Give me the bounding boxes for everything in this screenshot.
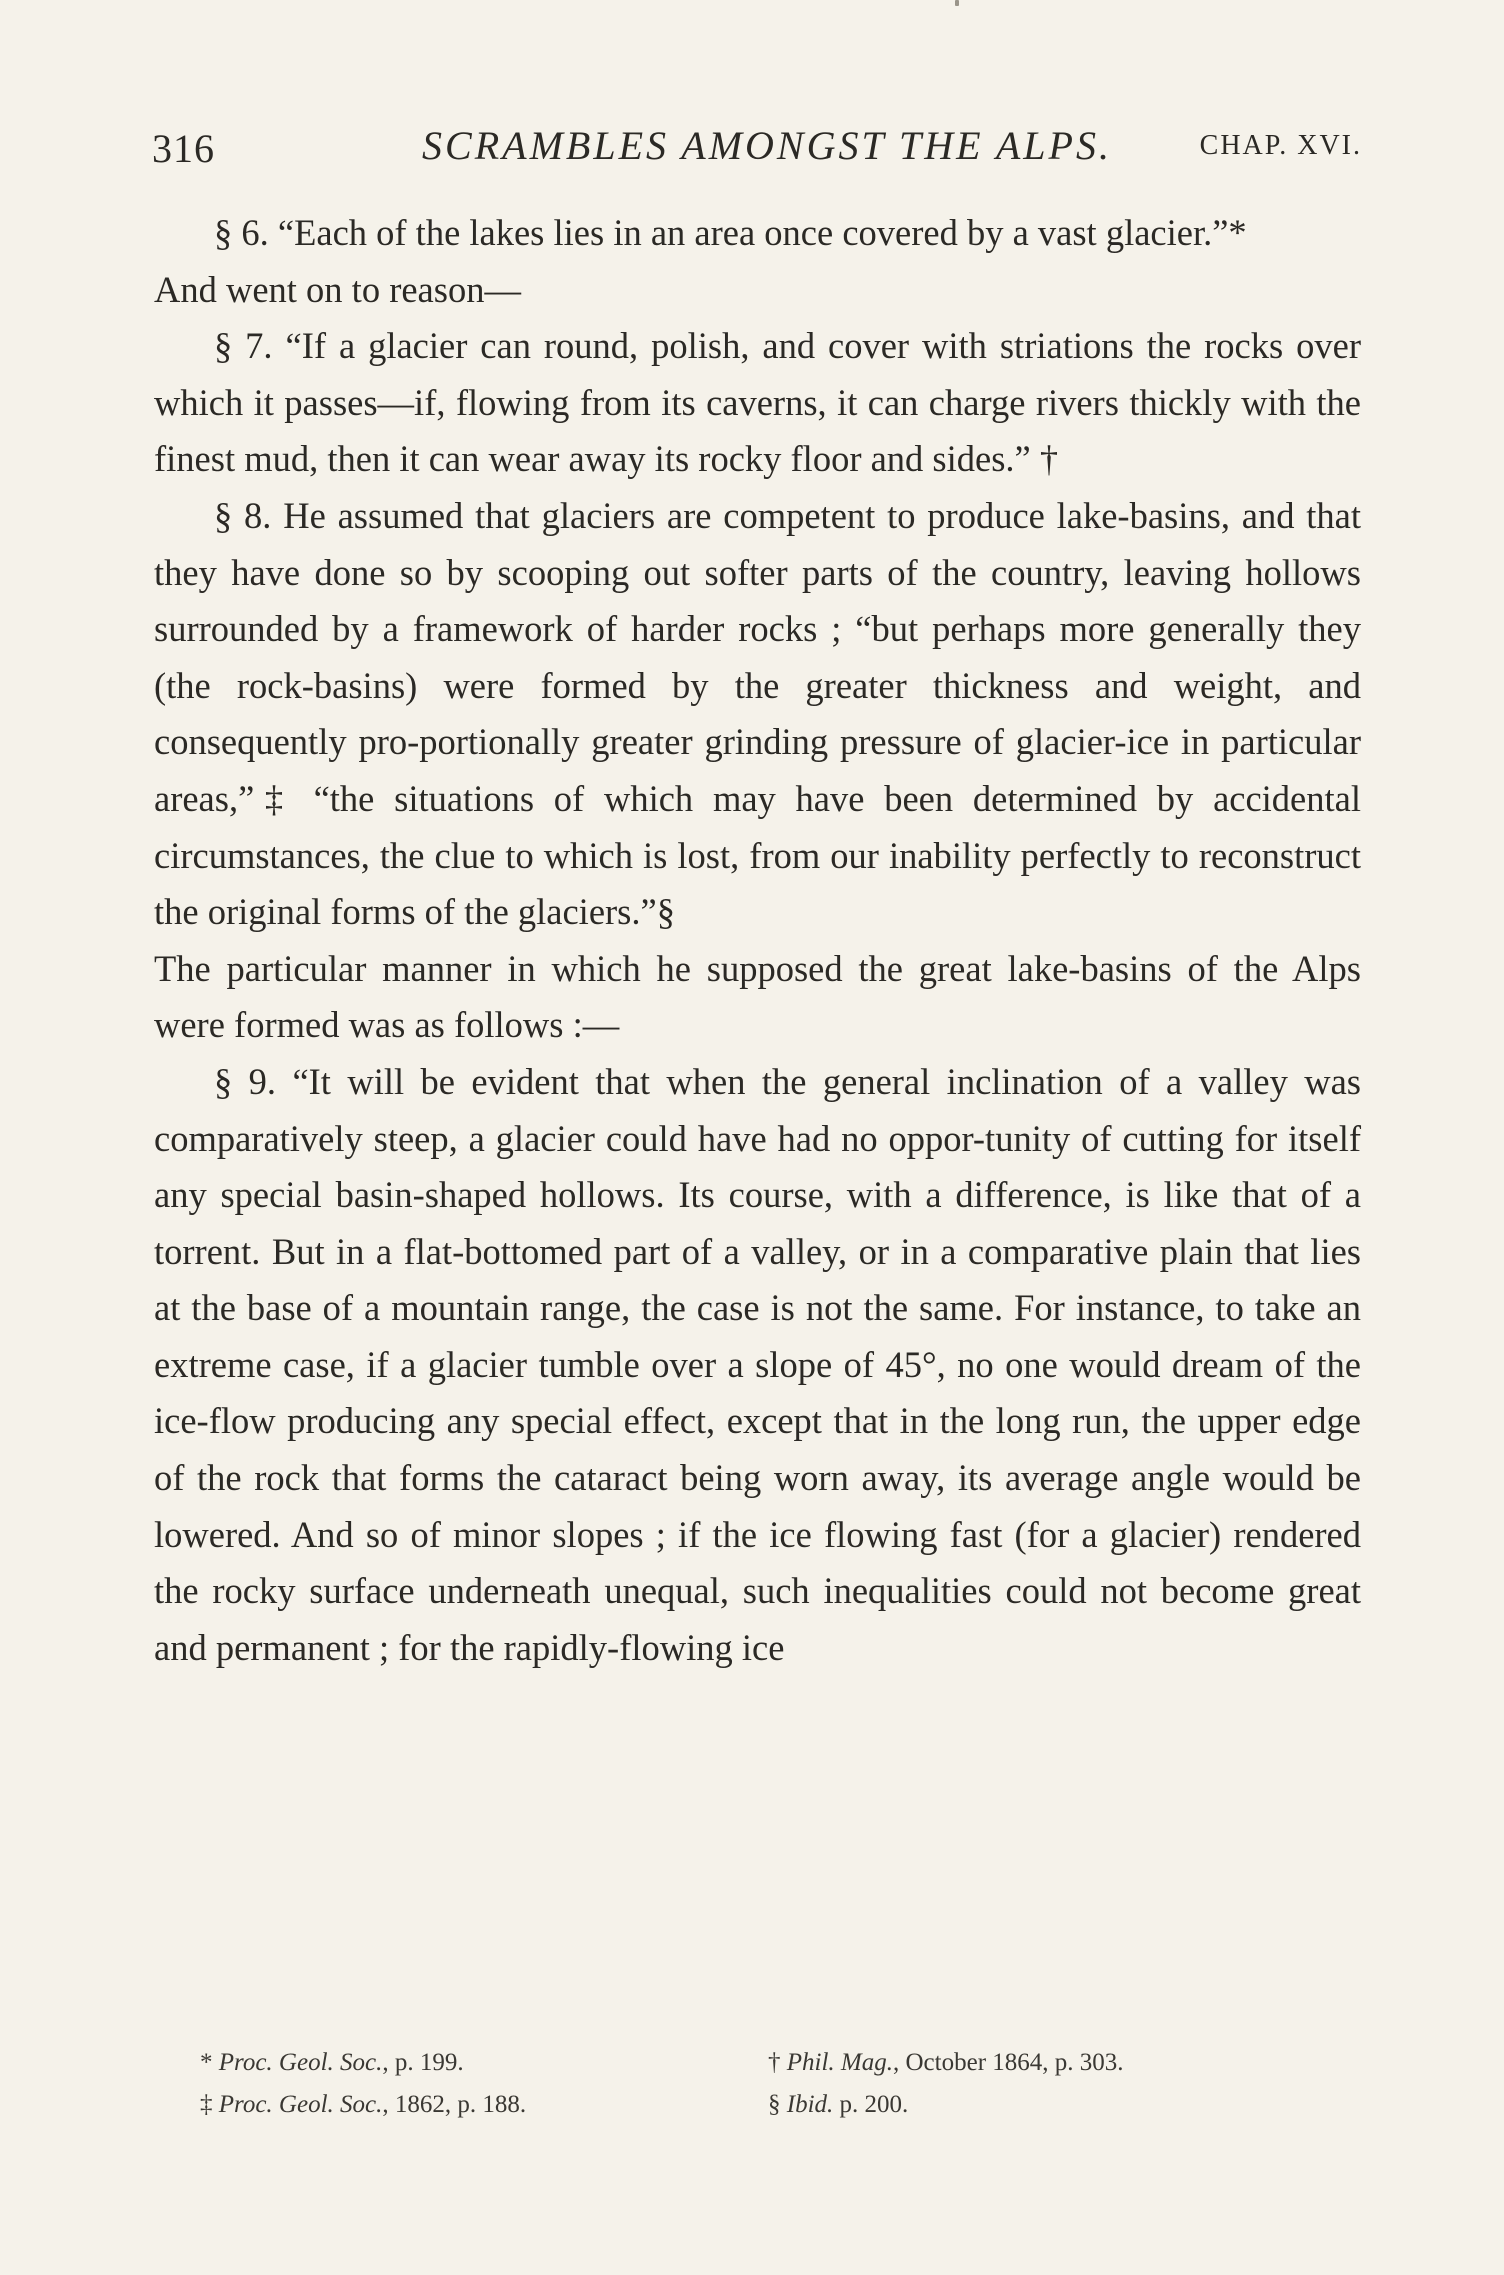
page-number: 316: [152, 126, 215, 171]
footnote-row: [200, 2042, 1350, 2084]
footnotes: [200, 2042, 1350, 2126]
running-header: [152, 120, 1362, 180]
footnote-source: Proc. Geol. Soc.: [218, 2091, 383, 2118]
footnote-reference: , p. 199.: [382, 2049, 464, 2076]
paragraph-transition: And went on to reason—: [154, 268, 521, 310]
footnote-mark: §: [768, 2091, 781, 2118]
footnote-row: [200, 2084, 1350, 2126]
footnote: [768, 2084, 1350, 2126]
footnote: [200, 2084, 768, 2126]
paragraph-section-6: § 6. “Each of the lakes lies in an area once covered by a vast glacier.”*: [214, 212, 1247, 253]
footnote-mark: ‡: [200, 2091, 213, 2118]
footnote-mark: *: [200, 2049, 213, 2076]
footnote: [200, 2042, 768, 2084]
paragraph-section-9: § 9. “It will be evident that when the general inclination of a valley was comparatively steep, a glacier could have had no oppor-tunity of cutting for itself any special basin-shaped hollows. Its course, with a difference, is like that of a torrent. But in a flat-bottomed part of a valley, or in a comparative plain that lies at the base of a mountain range, the case is not the same. For instance, to take an extreme case, if a glacier tumble over a slope of 45°, no one would dream of the ice-flow producing any special effect, except that in the long run, the upper edge of the rock that forms the cataract being worn away, its average angle would be lowered. And so of minor slopes ; if the ice flowing fast (for a glacier) rendered the rocky surface underneath unequal, such inequalities could not become great and permanent ; for the rapidly-flowing ice: [154, 1060, 1361, 1668]
footnote-source: Phil. Mag.: [786, 2049, 893, 2076]
footnote-mark: †: [768, 2049, 781, 2076]
paragraph-section-7: § 7. “If a glacier can round, polish, and cover with striations the rocks over which it passes—if, flowing from its caverns, it can charge rivers thickly with the finest mud, then it can wear away its rocky floor and sides.” †: [154, 325, 1361, 480]
body-text: [154, 205, 1361, 1676]
paragraph-section-8: § 8. He assumed that glaciers are competent to produce lake-basins, and that they have done so by scooping out softer parts of the country, leaving hollows surrounded by a framework of harder rocks ; “but perhaps more generally they (the rock-basins) were formed by the greater thickness and weight, and consequently pro-portionally greater grinding pressure of glacier-ice in particular areas,”‡ “the situations of which may have been determined by accidental circumstances, the clue to which is lost, from our inability perfectly to reconstruct the original forms of the glaciers.”§: [154, 494, 1361, 933]
footnote-reference: , October 1864, p. 303.: [893, 2049, 1124, 2076]
running-title: SCRAMBLES AMONGST THE ALPS.: [422, 123, 1112, 168]
footnote-reference: , 1862, p. 188.: [382, 2091, 527, 2118]
paragraph-manner: The particular manner in which he supposed the great lake-basins of the Alps were formed was as follows :—: [154, 947, 1361, 1046]
chapter-label: CHAP. XVI.: [1199, 130, 1362, 161]
footnote-reference: p. 200.: [833, 2091, 909, 2118]
print-speck: [955, 0, 959, 6]
footnote-source: Ibid.: [786, 2091, 834, 2118]
footnote-source: Proc. Geol. Soc.: [218, 2049, 383, 2076]
footnote: [768, 2042, 1350, 2084]
